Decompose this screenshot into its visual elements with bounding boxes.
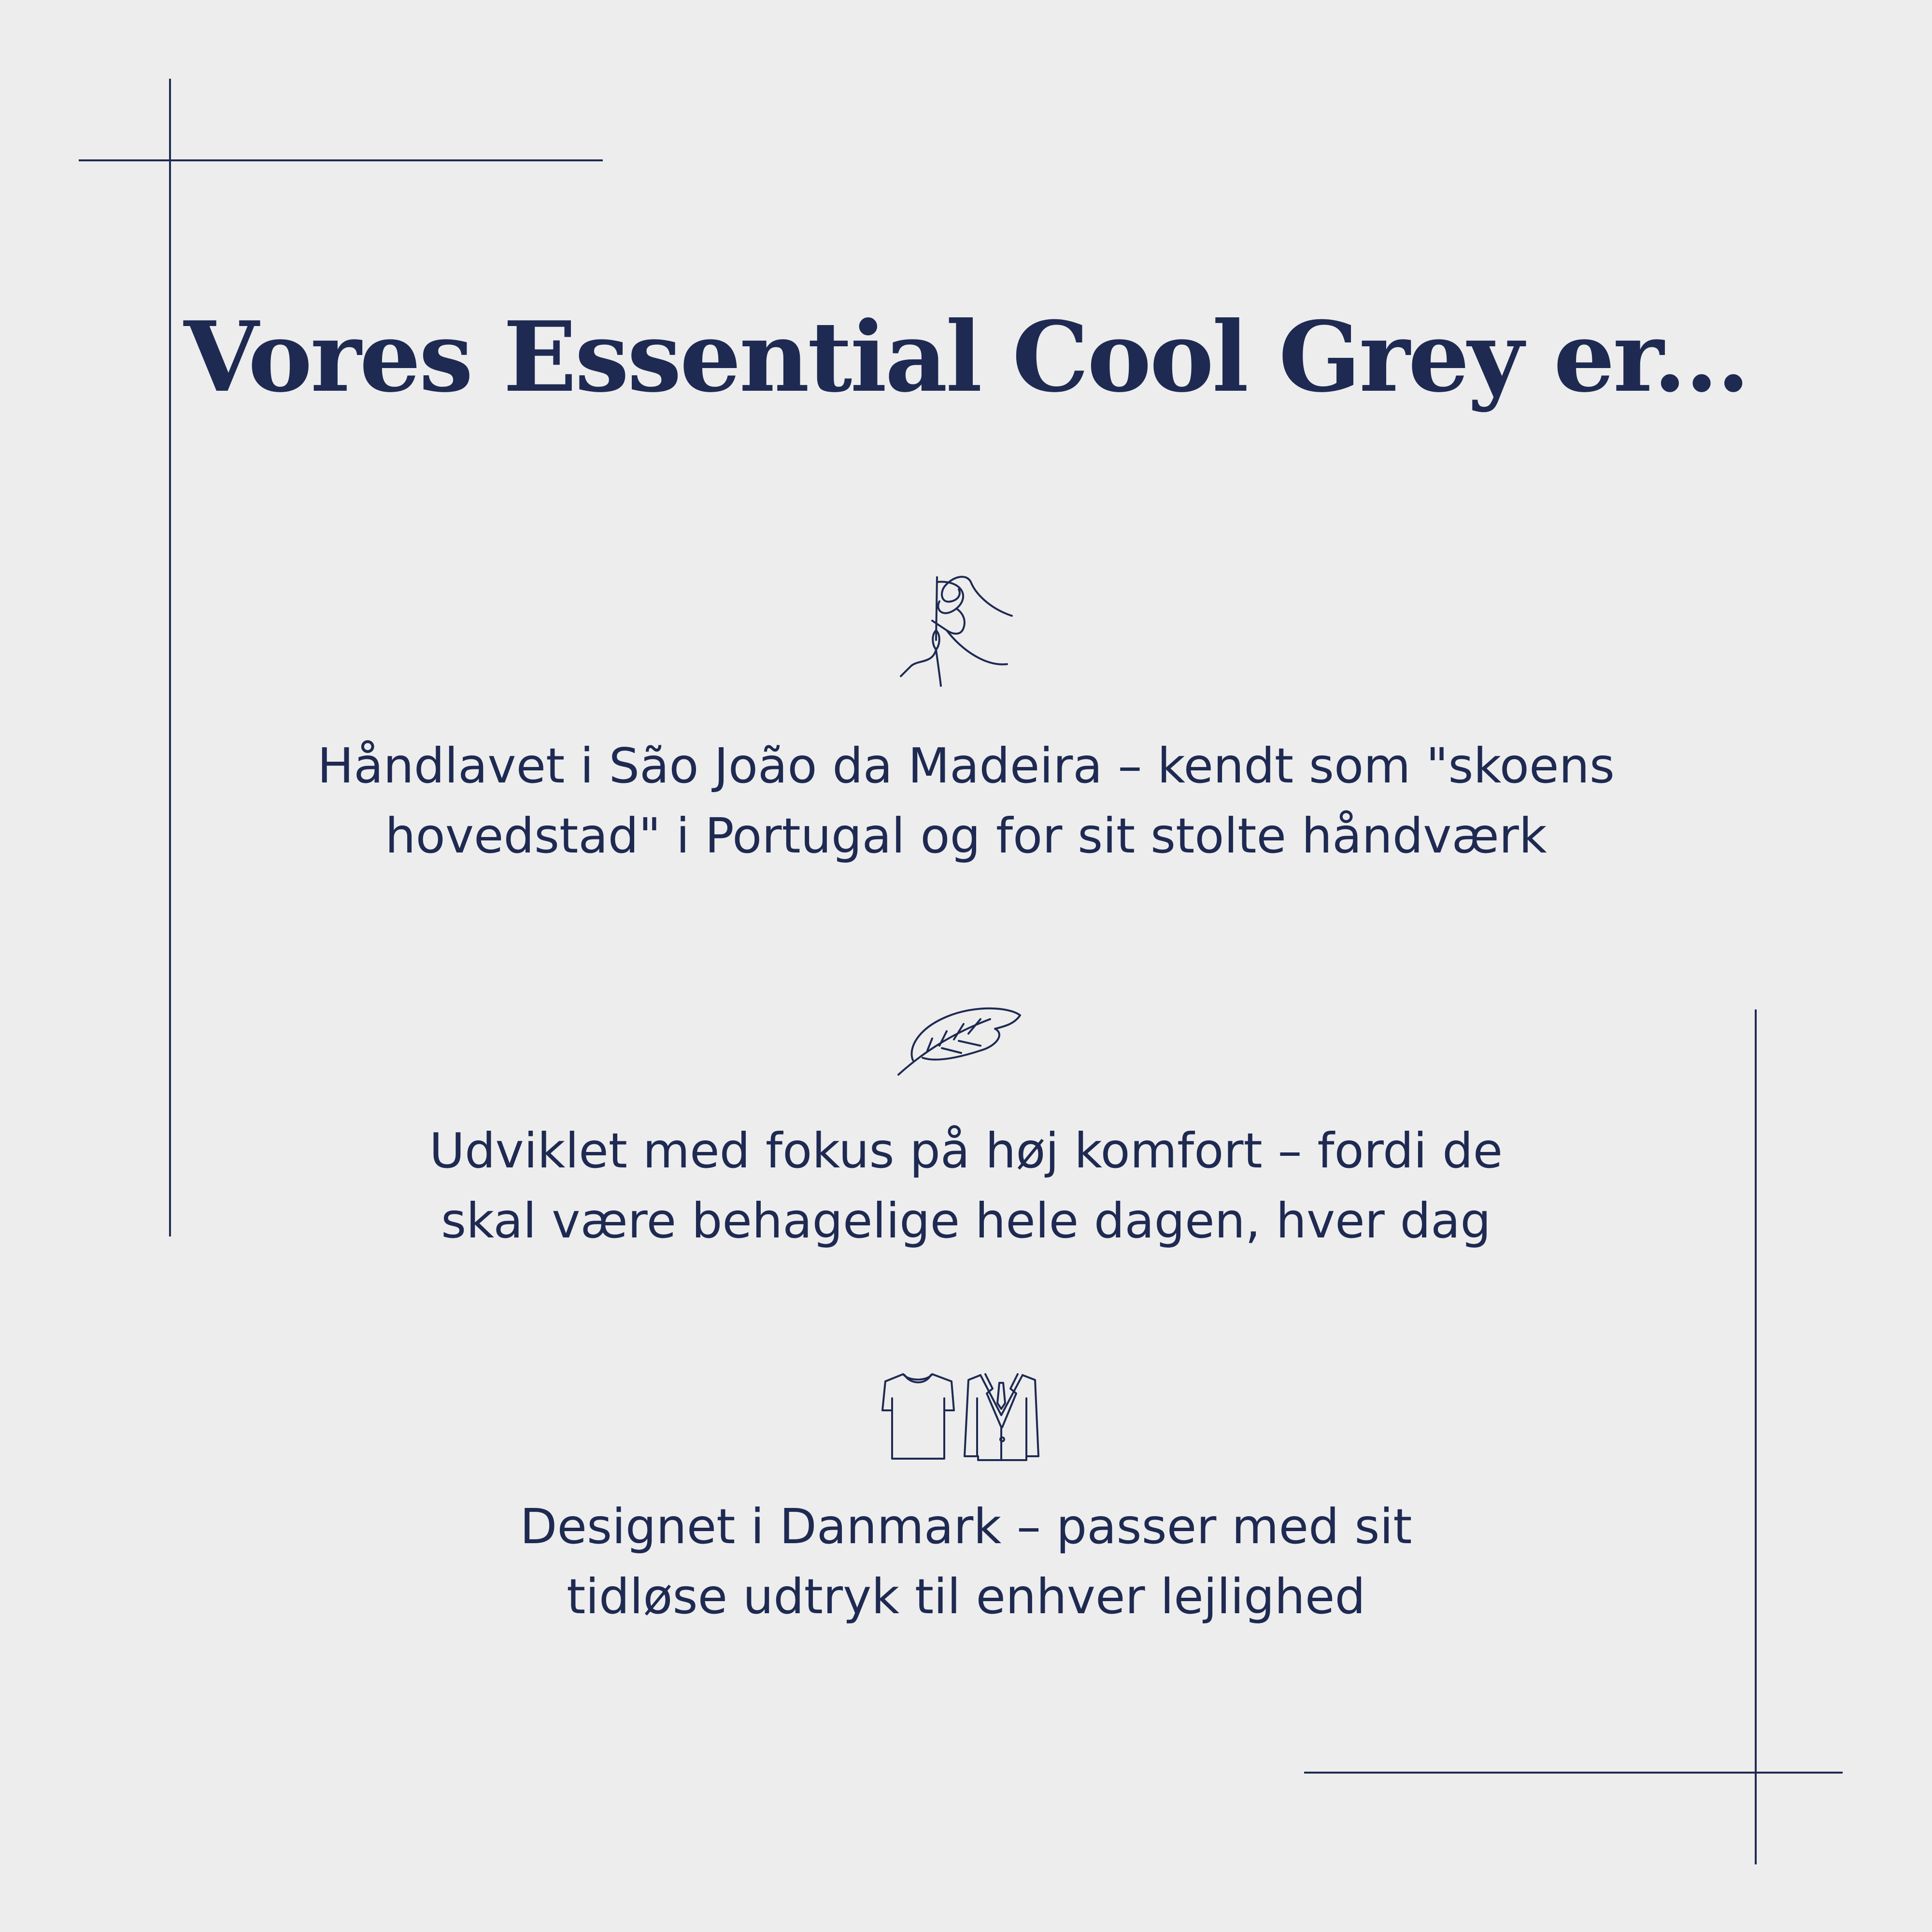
frame-top-left-vertical-line — [169, 79, 171, 1236]
hand-sewing-needle-icon — [898, 568, 1019, 693]
feature-line: hovedstad" i Portugal og for sit stolte håndværk — [385, 808, 1547, 864]
feature-line: skal være behagelige hele dagen, hver dag — [441, 1193, 1491, 1249]
feature-line: Udviklet med fokus på høj komfort – fordi de — [429, 1122, 1503, 1179]
frame-top-left-horizontal-line — [79, 159, 603, 161]
feature-text-design — [0, 1492, 1932, 1632]
tshirt-and-blazer-icon — [881, 1369, 1041, 1463]
feather-icon — [894, 1005, 1024, 1077]
feature-line: tidløse udtryk til enhver lejlighed — [567, 1568, 1365, 1625]
frame-bottom-right-horizontal-line — [1304, 1772, 1843, 1774]
feature-text-comfort — [0, 1116, 1932, 1256]
page-title: Vores Essential Cool Grey er... — [184, 300, 1748, 414]
feature-text-handmade — [0, 731, 1932, 871]
feature-line: Designet i Danmark – passer med sit — [520, 1498, 1412, 1555]
feature-line: Håndlavet i São João da Madeira – kendt som "skoens — [317, 738, 1615, 794]
